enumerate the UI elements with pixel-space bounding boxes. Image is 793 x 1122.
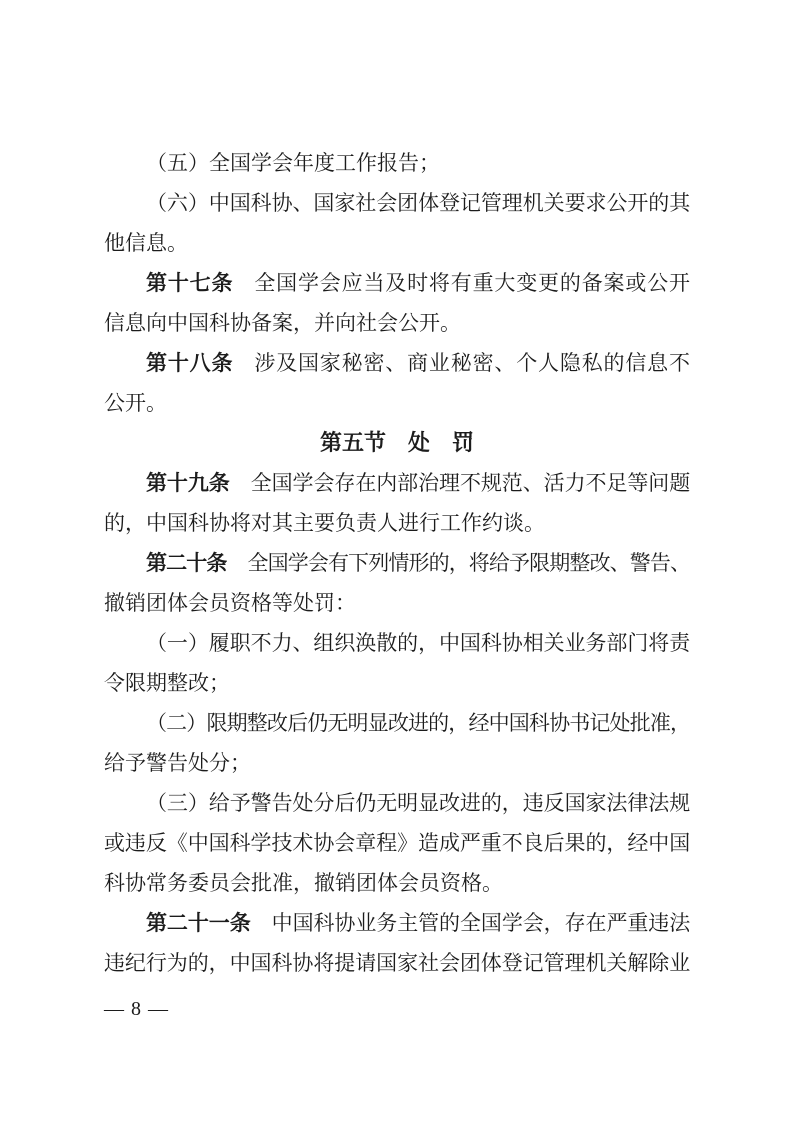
article-number: 第二十条 <box>146 551 227 575</box>
body-line: 或违反《中国科学技术协会章程》造成严重不良后果的，经中国 <box>104 831 690 855</box>
body-line: （一）履职不力、组织涣散的，中国科协相关业务部门将责 <box>146 631 690 655</box>
body-line: 科协常务委员会批准，撤销团体会员资格。 <box>104 871 503 895</box>
section-heading: 第五节 处 罚 <box>319 430 474 455</box>
article-line: 公开。 <box>104 391 167 415</box>
article-line <box>104 463 690 503</box>
page-number: — 8 — <box>104 998 169 1020</box>
body-line: （五）全国学会年度工作报告； <box>146 151 440 175</box>
article-line: 违纪行为的，中国科协将提请国家社会团体登记管理机关解除业 <box>104 951 690 975</box>
article-text: 涉及国家秘密、商业秘密、个人隐私的信息不 <box>254 351 691 375</box>
article-line <box>104 903 690 943</box>
body-line: （六）中国科协、国家社会团体登记管理机关要求公开的其 <box>146 191 690 215</box>
article-number: 第十七条 <box>146 271 234 295</box>
article-line <box>104 343 690 383</box>
body-line: 令限期整改； <box>104 671 230 695</box>
article-text: 中国科协业务主管的全国学会，存在严重违法 <box>271 911 690 935</box>
article-text: 全国学会有下列情形的，将给予限期整改、警告、 <box>247 551 690 575</box>
article-number: 第二十一条 <box>146 911 251 935</box>
article-line: 的，中国科协将对其主要负责人进行工作约谈。 <box>104 511 545 535</box>
article-text: 全国学会存在内部治理不规范、活力不足等问题 <box>250 471 690 495</box>
article-text: 全国学会应当及时将有重大变更的备案或公开 <box>254 271 691 295</box>
article-line: 信息向中国科协备案，并向社会公开。 <box>104 311 461 335</box>
article-number: 第十九条 <box>146 471 230 495</box>
article-line <box>104 263 690 303</box>
body-line: （二）限期整改后仍无明显改进的，经中国科协书记处批准， <box>146 711 690 735</box>
body-line: 给予警告处分； <box>104 751 251 775</box>
article-line <box>104 543 690 583</box>
article-line: 撤销团体会员资格等处罚： <box>104 591 356 615</box>
text-block <box>104 0 690 983</box>
body-line: （三）给予警告处分后仍无明显改进的，违反国家法律法规 <box>146 791 690 815</box>
article-number: 第十八条 <box>146 351 234 375</box>
body-line: 他信息。 <box>104 231 188 255</box>
